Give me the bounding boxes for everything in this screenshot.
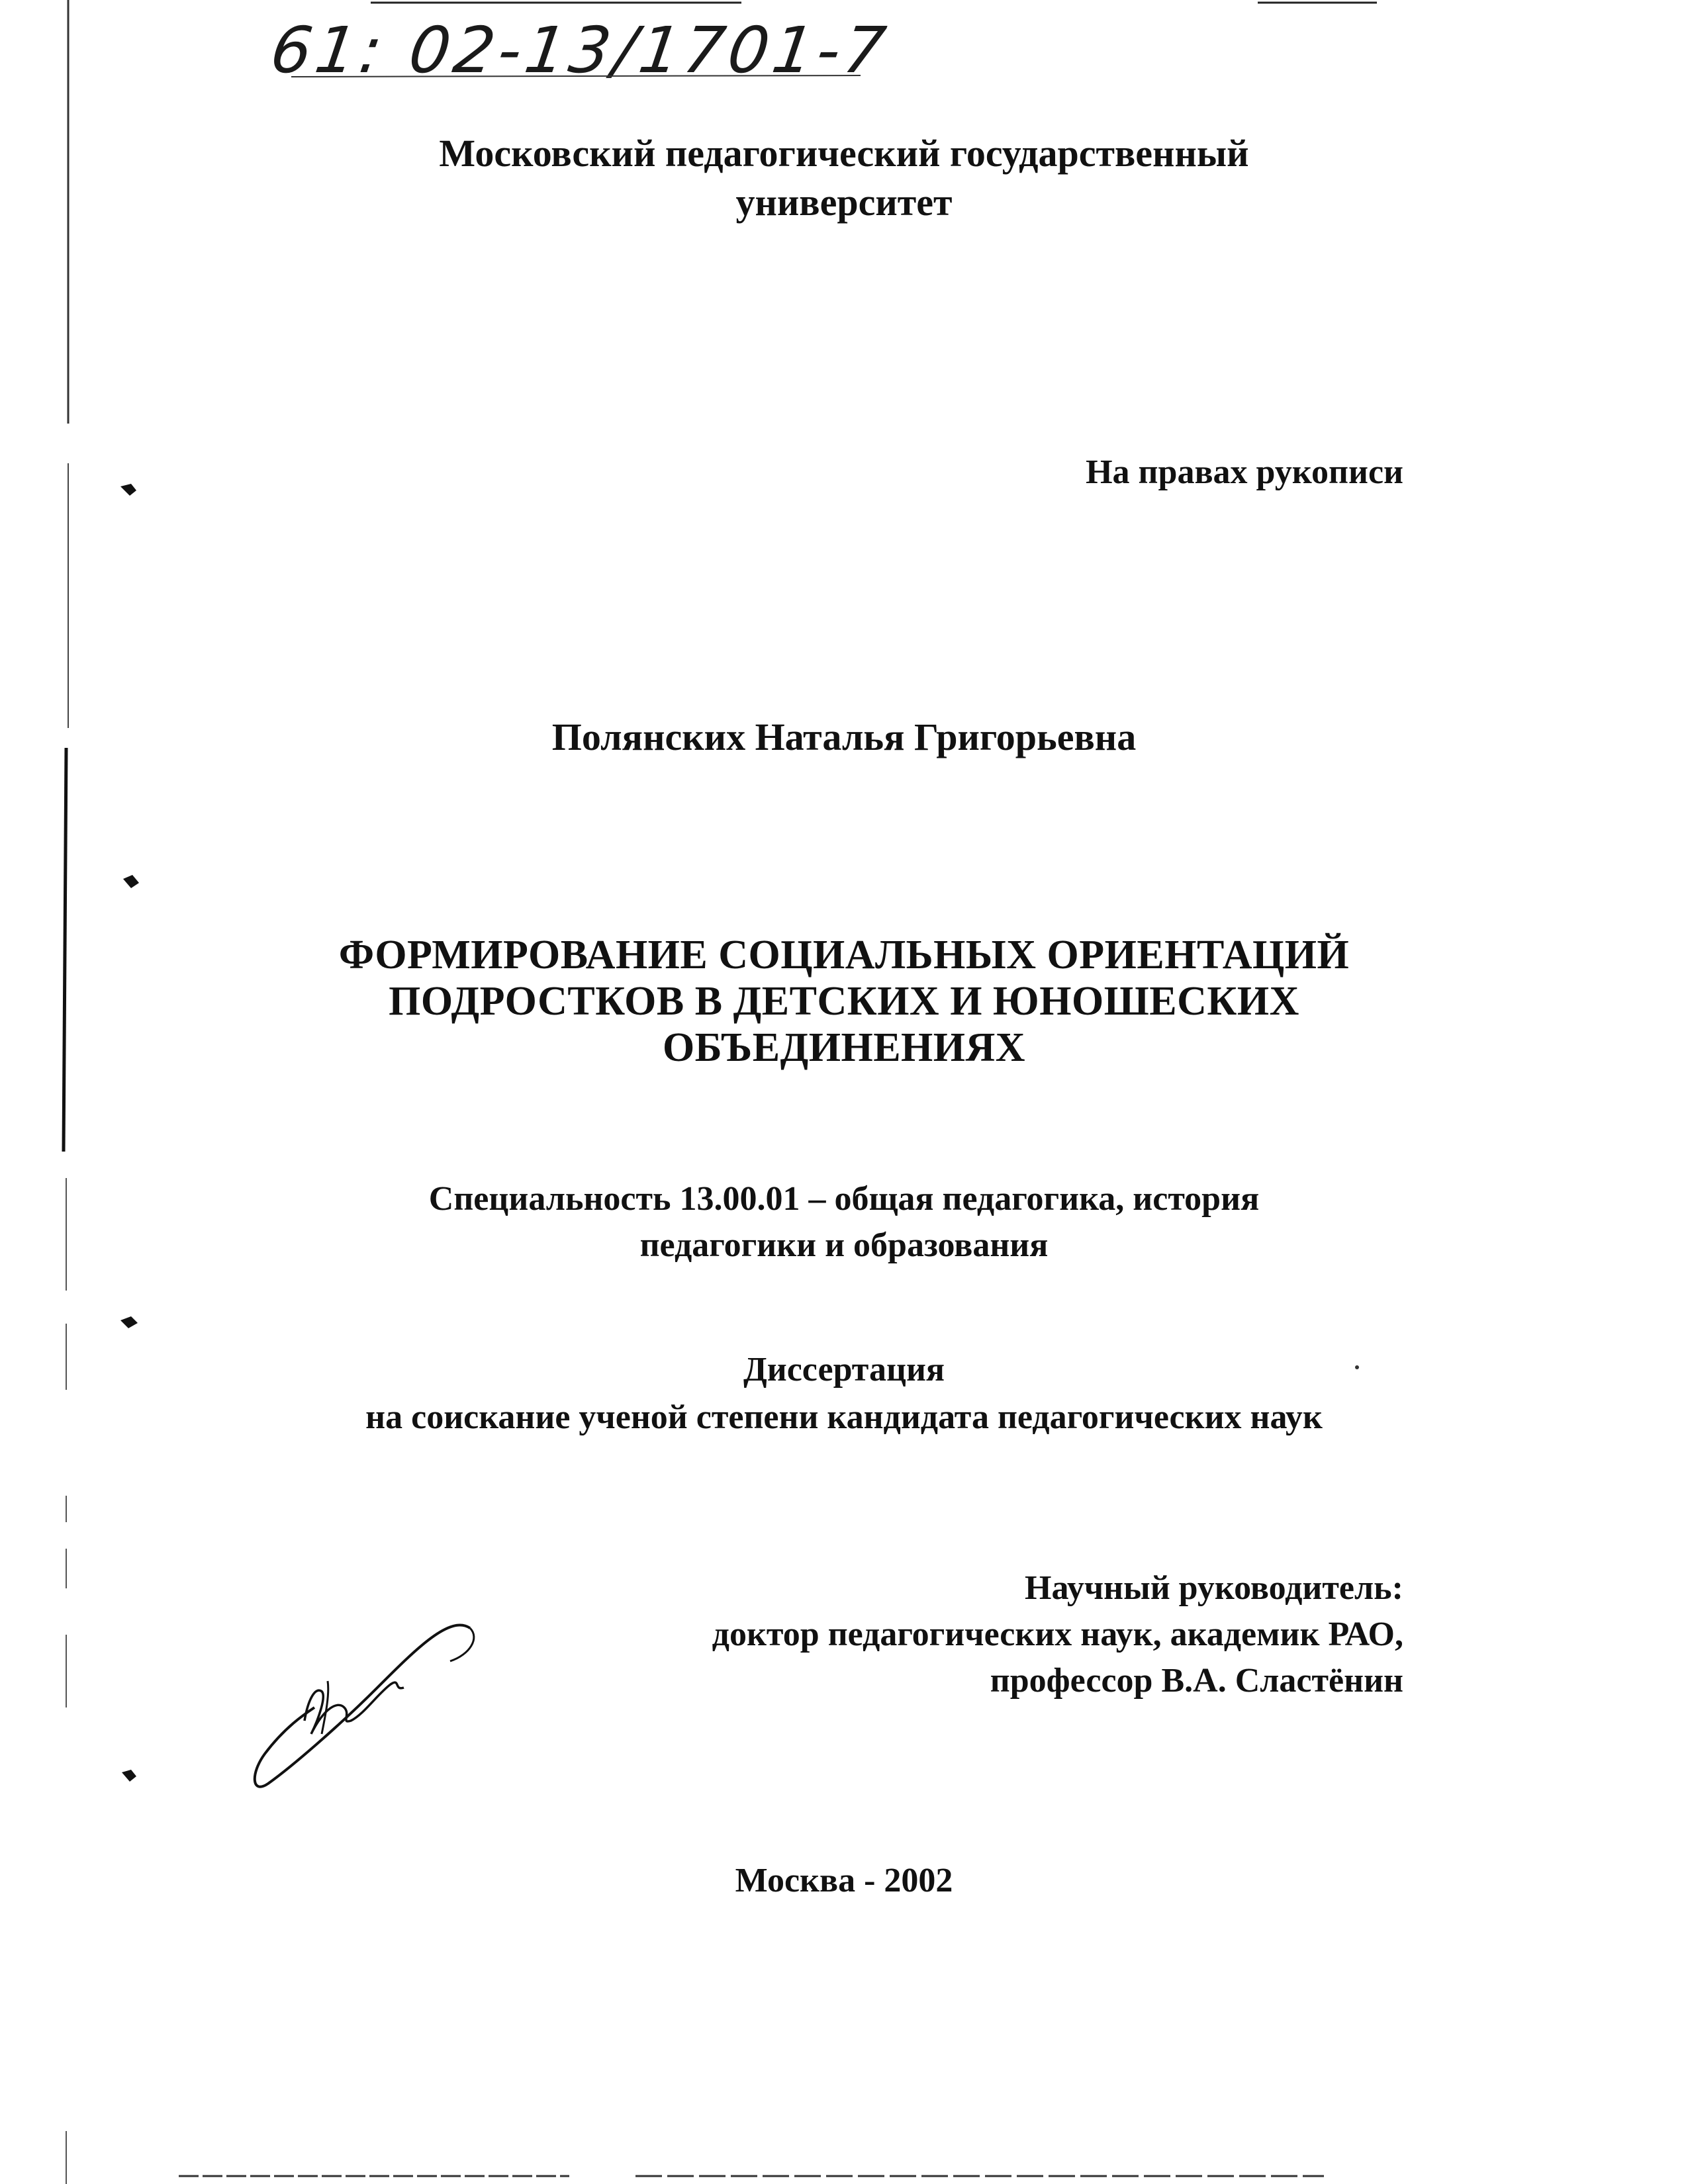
punch-hole-mark: [123, 875, 139, 888]
dissertation-label: Диссертация: [743, 1351, 945, 1388]
supervisor-name: профессор В.А. Сластёнин: [990, 1662, 1403, 1700]
punch-hole-mark: [120, 484, 136, 496]
title-line2: ПОДРОСТКОВ В ДЕТСКИХ И ЮНОШЕСКИХ: [389, 979, 1299, 1024]
specialty-line1: Специальность 13.00.01 – общая педагогика, история: [428, 1180, 1260, 1218]
title-line1: ФОРМИРОВАНИЕ СОЦИАЛЬНЫХ ОРИЕНТАЦИЙ: [338, 933, 1350, 978]
handwritten-signature: [252, 1608, 490, 1800]
handwritten-archive-code: 61: 02-13/1701-7: [266, 13, 894, 87]
specialty-line2: педагогики и образования: [639, 1226, 1049, 1264]
punch-hole-mark: [120, 1316, 138, 1328]
title-line3: ОБЪЕДИНЕНИЯХ: [662, 1025, 1026, 1070]
author-name: Полянских Наталья Григорьевна: [551, 715, 1137, 758]
handwritten-underline: [291, 73, 887, 86]
rights-note: На правах рукописи: [1086, 453, 1403, 491]
supervisor-degree: доктор педагогических наук, академик РАО,: [712, 1615, 1403, 1653]
supervisor-heading: Научный руководитель:: [1025, 1569, 1403, 1607]
punch-hole-mark: [122, 1770, 136, 1782]
university-name-line1: Московский педагогический государственный: [439, 132, 1249, 175]
place-and-year: Москва - 2002: [735, 1862, 953, 1899]
university-name-line2: университет: [735, 181, 953, 224]
dissertation-degree: на соискание ученой степени кандидата педагогических наук: [365, 1398, 1323, 1436]
